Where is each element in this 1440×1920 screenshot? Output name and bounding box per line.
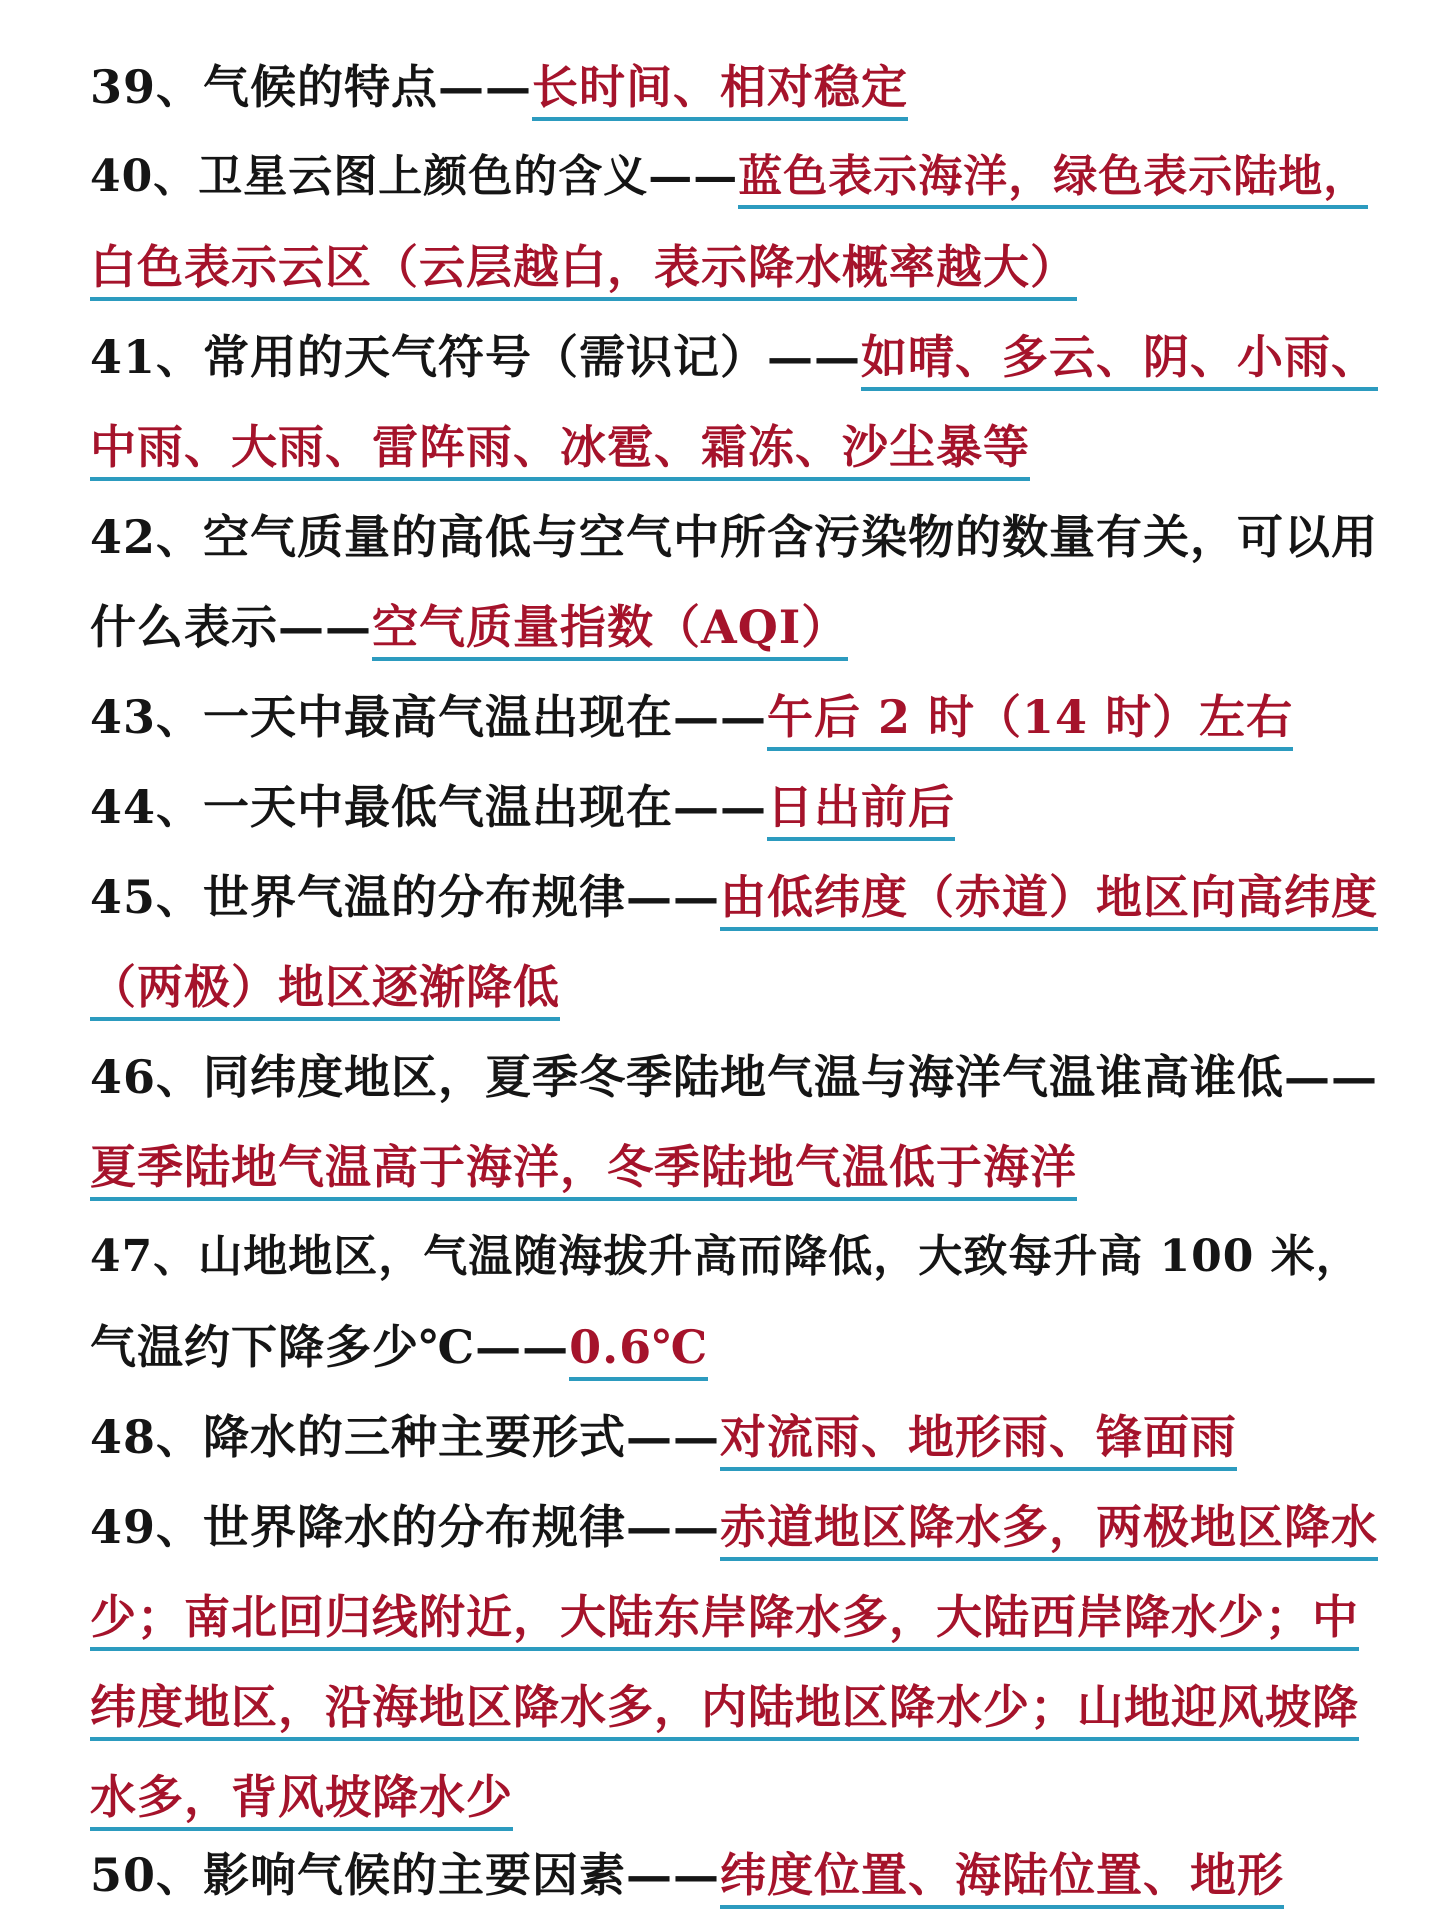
item-39-line-1 bbox=[90, 42, 908, 132]
answer-text: 纬度位置、海陆位置、地形 bbox=[720, 1848, 1284, 1909]
item-47-line-1 bbox=[90, 1212, 1361, 1302]
question-text: 43、一天中最高气温出现在—— bbox=[90, 690, 768, 744]
item-42-line-2 bbox=[90, 582, 848, 672]
question-text: 42、空气质量的高低与空气中所含污染物的数量有关，可以用 bbox=[90, 510, 1379, 564]
answer-text: 中雨、大雨、雷阵雨、冰雹、霜冻、沙尘暴等 bbox=[90, 420, 1030, 481]
question-text: 45、世界气温的分布规律—— bbox=[90, 870, 721, 924]
answer-text: 由低纬度（赤道）地区向高纬度 bbox=[720, 870, 1378, 931]
item-45-line-2 bbox=[90, 942, 560, 1032]
question-text: 41、常用的天气符号（需识记）—— bbox=[90, 330, 862, 384]
item-43-line-1 bbox=[90, 672, 1293, 762]
answer-text: 白色表示云区（云层越白，表示降水概率越大） bbox=[90, 240, 1077, 301]
item-49-line-2 bbox=[90, 1572, 1359, 1662]
answer-text: 纬度地区，沿海地区降水多，内陆地区降水少；山地迎风坡降 bbox=[90, 1680, 1359, 1741]
answer-text: 水多，背风坡降水少 bbox=[90, 1770, 513, 1831]
item-47-line-2 bbox=[90, 1302, 708, 1392]
answer-text: 少；南北回归线附近，大陆东岸降水多，大陆西岸降水少；中 bbox=[90, 1590, 1359, 1651]
question-text: 气温约下降多少℃—— bbox=[90, 1320, 570, 1374]
question-text: 47、山地地区，气温随海拔升高而降低，大致每升高 100 米， bbox=[90, 1231, 1361, 1282]
answer-text: （两极）地区逐渐降低 bbox=[90, 960, 560, 1021]
question-text: 48、降水的三种主要形式—— bbox=[90, 1410, 721, 1464]
item-41-line-2 bbox=[90, 402, 1030, 492]
item-49-line-3 bbox=[90, 1662, 1359, 1752]
answer-text: 0.6℃ bbox=[569, 1320, 708, 1381]
answer-text: 赤道地区降水多，两极地区降水 bbox=[720, 1500, 1378, 1561]
item-46-line-1 bbox=[90, 1032, 1378, 1122]
item-49-line-1 bbox=[90, 1482, 1378, 1572]
item-44-line-1 bbox=[90, 762, 955, 852]
answer-text: 夏季陆地气温高于海洋，冬季陆地气温低于海洋 bbox=[90, 1140, 1077, 1201]
item-49-line-4 bbox=[90, 1752, 513, 1842]
answer-text: 蓝色表示海洋，绿色表示陆地， bbox=[738, 151, 1368, 209]
item-45-line-1 bbox=[90, 852, 1378, 942]
question-text: 40、卫星云图上颜色的含义—— bbox=[90, 151, 739, 202]
question-text: 44、一天中最低气温出现在—— bbox=[90, 780, 768, 834]
question-text: 49、世界降水的分布规律—— bbox=[90, 1500, 721, 1554]
question-text: 39、气候的特点—— bbox=[90, 60, 533, 114]
answer-text: 午后 2 时（14 时）左右 bbox=[767, 690, 1293, 751]
answer-text: 空气质量指数（AQI） bbox=[372, 600, 848, 661]
item-50-line-1 bbox=[90, 1830, 1284, 1920]
item-41-line-1 bbox=[90, 312, 1378, 402]
item-40-line-2 bbox=[90, 222, 1077, 312]
item-46-line-2 bbox=[90, 1122, 1077, 1212]
item-42-line-1 bbox=[90, 492, 1378, 582]
question-text: 什么表示—— bbox=[90, 600, 372, 654]
answer-text: 日出前后 bbox=[767, 780, 955, 841]
question-text: 50、影响气候的主要因素—— bbox=[90, 1848, 721, 1902]
answer-text: 对流雨、地形雨、锋面雨 bbox=[720, 1410, 1237, 1471]
answer-text: 长时间、相对稳定 bbox=[532, 60, 908, 121]
question-text: 46、同纬度地区，夏季冬季陆地气温与海洋气温谁高谁低—— bbox=[90, 1050, 1379, 1104]
answer-text: 如晴、多云、阴、小雨、 bbox=[861, 330, 1378, 391]
item-40-line-1 bbox=[90, 132, 1368, 222]
item-48-line-1 bbox=[90, 1392, 1237, 1482]
